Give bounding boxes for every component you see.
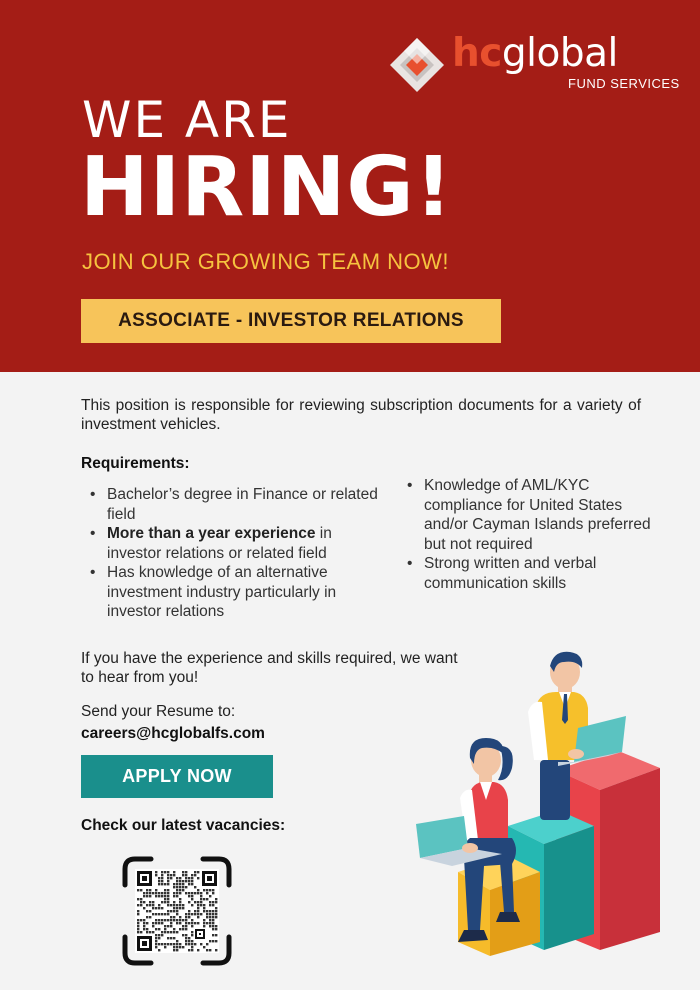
apply-now-label: APPLY NOW: [122, 766, 232, 786]
requirement-item: [398, 476, 660, 554]
requirement-text: Has knowledge of an alternative investment industry particularly in investor relations: [107, 564, 337, 620]
logo-wordmark: [452, 32, 618, 76]
vacancies-label: Check our latest vacancies:: [81, 817, 286, 834]
requirement-item: [81, 563, 381, 622]
requirement-item: [398, 554, 660, 593]
requirement-item: [81, 485, 381, 524]
position-title-banner: [81, 299, 501, 343]
requirements-list-right: [398, 476, 660, 593]
company-logo[interactable]: [388, 31, 680, 94]
requirement-text: in investor relations or related field: [107, 525, 332, 562]
team-working-on-laptops-illustration: [408, 650, 670, 960]
requirement-text: Knowledge of AML/KYC compliance for United States and/or Cayman Islands preferred but not required: [424, 477, 651, 553]
hero-banner: [0, 0, 700, 372]
requirement-text: Strong written and verbal communication skills: [424, 555, 597, 592]
logo-tagline: FUND SERVICES: [568, 76, 680, 91]
headline-line1: WE ARE: [82, 91, 292, 149]
apply-now-button[interactable]: [81, 755, 273, 798]
requirements-heading: Requirements:: [81, 455, 190, 472]
position-title: ASSOCIATE - INVESTOR RELATIONS: [118, 310, 464, 331]
logo-wordmark-hc: hc: [452, 31, 502, 76]
closing-message: If you have the experience and skills required, we want to hear from you!: [81, 650, 458, 686]
diamond-logo-icon: [388, 36, 446, 94]
qr-code-icon[interactable]: [121, 855, 233, 967]
requirements-list-left: [81, 485, 381, 622]
requirement-bold: More than a year experience: [107, 525, 316, 542]
send-resume-label: Send your Resume to:: [81, 703, 236, 720]
logo-wordmark-global: global: [501, 31, 618, 76]
hero-subtitle: JOIN OUR GROWING TEAM NOW!: [82, 249, 450, 274]
headline-line2: HIRING!: [80, 140, 454, 235]
careers-email-link[interactable]: careers@hcglobalfs.com: [81, 725, 265, 742]
job-description: This position is responsible for reviewing subscription documents for a variety of investment vehicles.: [81, 397, 641, 433]
requirement-item: [81, 524, 381, 563]
requirement-text: Bachelor’s degree in Finance or related field: [107, 486, 378, 523]
